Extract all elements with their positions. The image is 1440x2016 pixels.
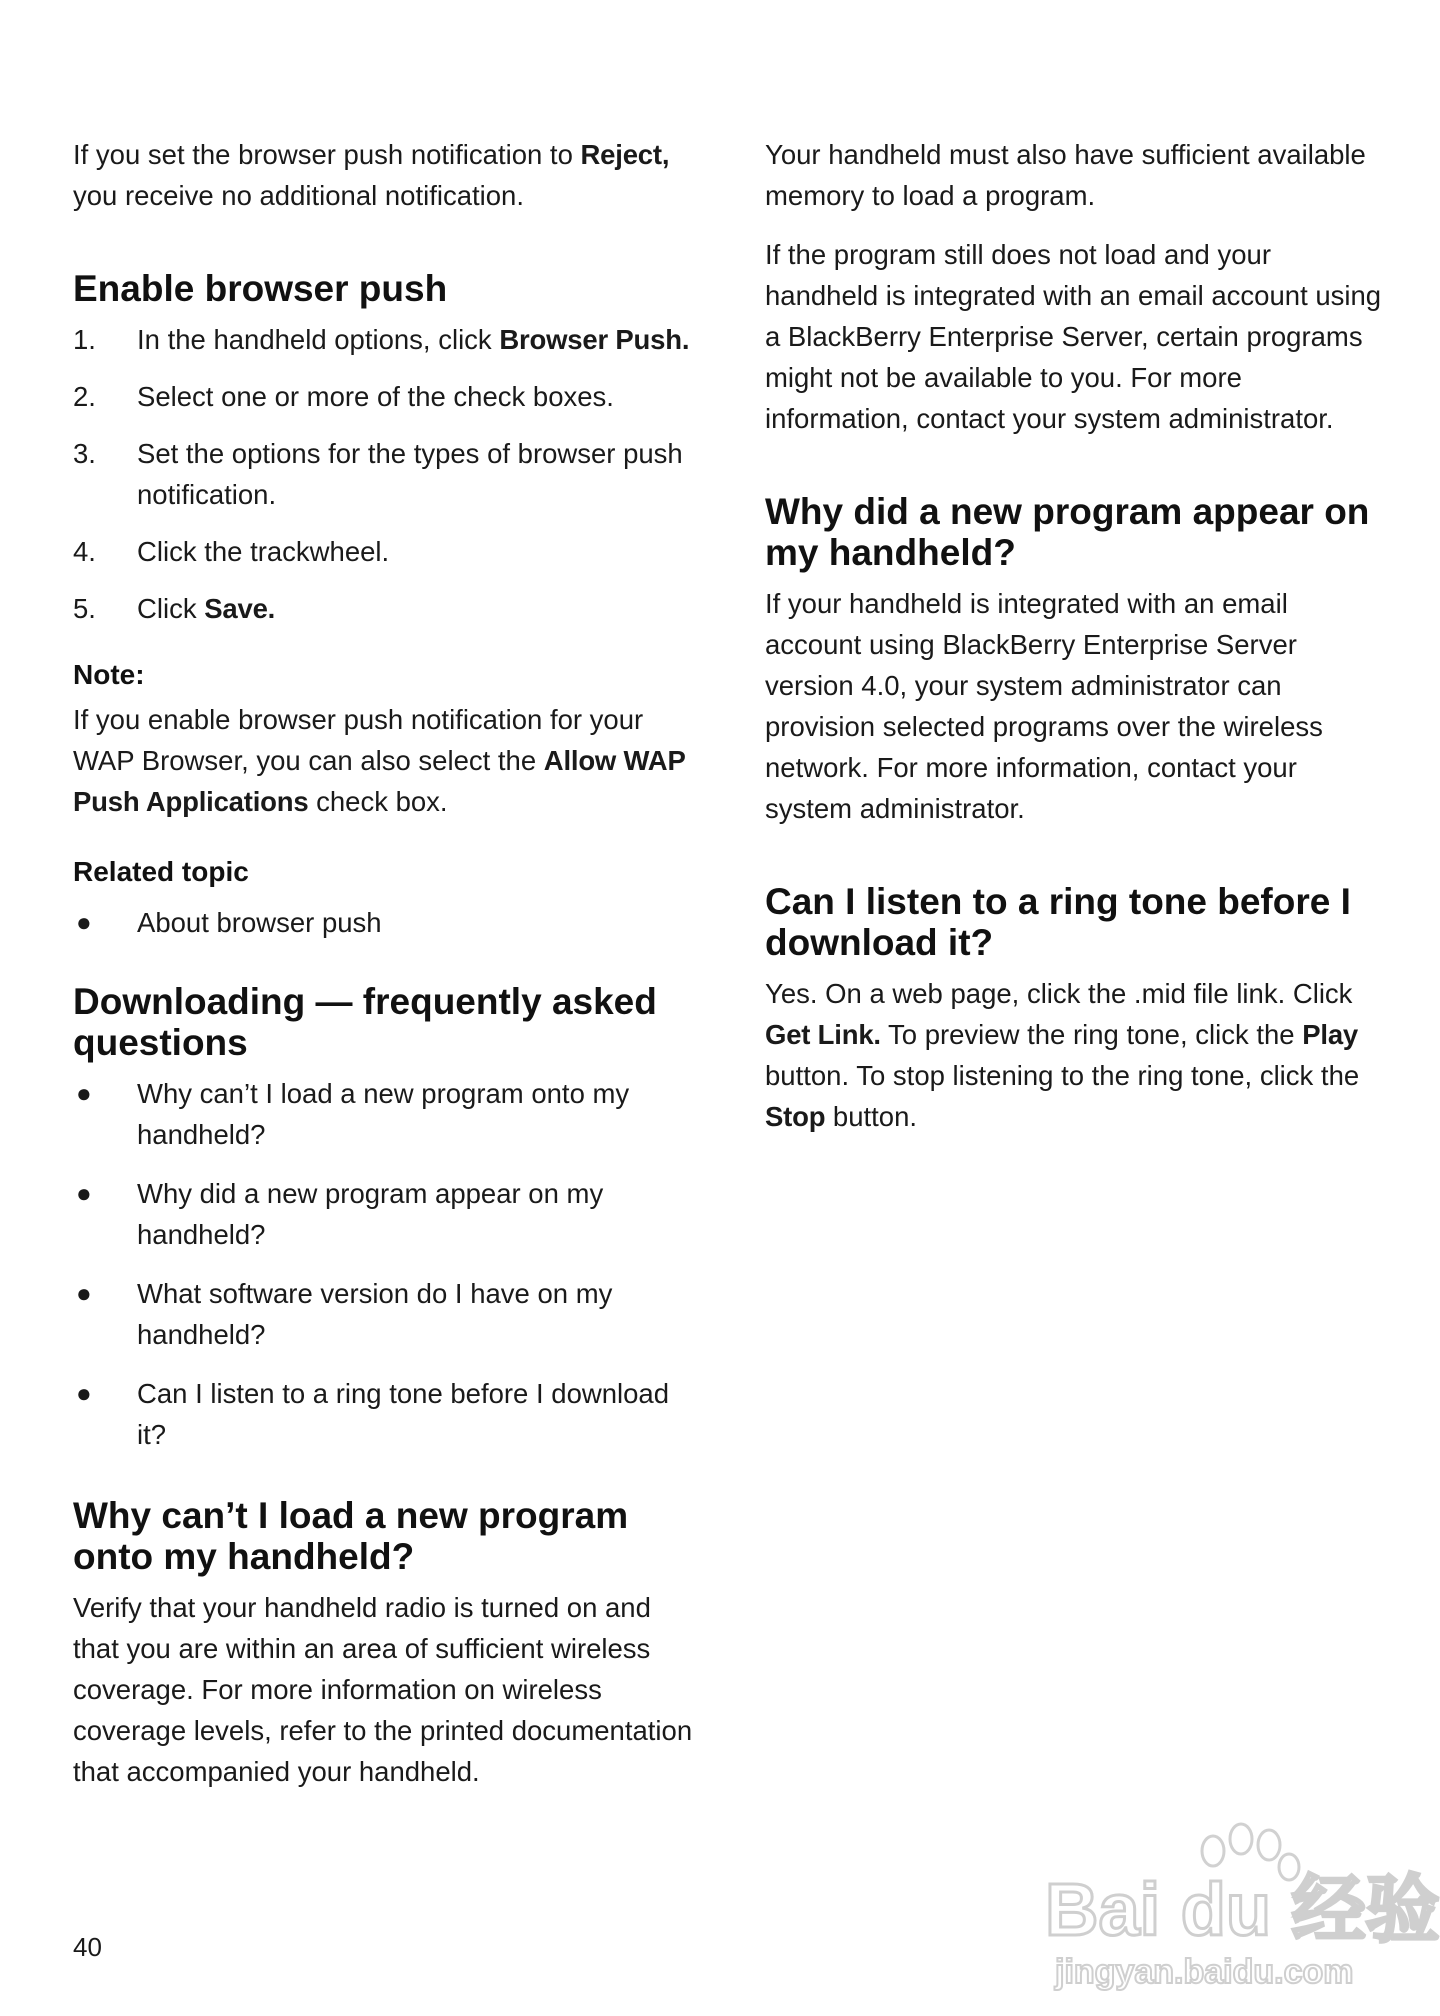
watermark-url: jingyan.baidu.com <box>1055 1953 1354 1991</box>
faq-link[interactable]: ● Can I listen to a ring tone before I download it? <box>73 1373 698 1455</box>
server-paragraph: If the program still does not load and your handheld is integrated with an email account using a BlackBerry Enterprise Server, certain programs might not be available to you. For more information, contact your system administrator. <box>765 239 1382 434</box>
related-topic-list <box>73 902 698 943</box>
watermark-brand: Bai du 经验 <box>1045 1868 1440 1951</box>
enable-browser-push-heading: Enable browser push <box>73 268 448 309</box>
note-paragraph: If you enable browser push notification for your WAP Browser, you can also select the Allow WAP Push Applications check box. <box>73 704 686 817</box>
memory-paragraph: Your handheld must also have sufficient available memory to load a program. <box>765 139 1366 211</box>
bullet-icon: ● <box>76 1278 92 1308</box>
note-label: Note: <box>73 659 145 690</box>
faq-link[interactable]: ● What software version do I have on my handheld? <box>73 1273 698 1355</box>
faq-link[interactable]: ● Why can’t I load a new program onto my handheld? <box>73 1073 698 1155</box>
step-item: 2. Select one or more of the check boxes. <box>73 381 614 412</box>
ring-tone-body: Yes. On a web page, click the .mid file link. Click Get Link. To preview the ring tone, click the Play button. To stop listening to the ring tone, click the Stop button. <box>765 978 1360 1132</box>
step-item: 1. In the handheld options, click Browser Push. <box>73 324 690 355</box>
bullet-icon: ● <box>76 1078 92 1108</box>
ring-tone-heading: Can I listen to a ring tone before I download it? <box>765 881 1351 963</box>
step-item: 4. Click the trackwheel. <box>73 536 390 567</box>
faq-heading: Downloading — frequently asked questions <box>73 981 657 1063</box>
intro-paragraph: If you set the browser push notification to Reject, you receive no additional notification. <box>73 139 670 211</box>
bullet-icon: ● <box>76 1378 92 1408</box>
step-item: 3. Set the options for the types of browser push notification. <box>73 438 683 510</box>
faq-link[interactable]: ● Why did a new program appear on my handheld? <box>73 1173 698 1255</box>
related-topic-link[interactable]: ● About browser push <box>73 902 698 943</box>
page-number: 40 <box>73 1932 102 1962</box>
related-topic-label: Related topic <box>73 856 249 887</box>
bullet-icon: ● <box>76 1178 92 1208</box>
faq-list <box>73 1073 698 1455</box>
step-item: 5. Click Save. <box>73 593 276 624</box>
new-program-heading: Why did a new program appear on my handheld? <box>765 491 1370 573</box>
bullet-icon: ● <box>76 907 92 937</box>
new-program-body: If your handheld is integrated with an email account using BlackBerry Enterprise Server version 4.0, your system administrator can provision selected programs over the wireless network. For more information, contact your system administrator. <box>765 588 1323 824</box>
right-column <box>765 134 1390 1137</box>
baidu-watermark-logo <box>1035 1815 1440 1991</box>
cant-load-heading: Why can’t I load a new program onto my handheld? <box>73 1495 629 1577</box>
cant-load-body: Verify that your handheld radio is turned on and that you are within an area of sufficient wireless coverage. For more information on wireless coverage levels, refer to the printed documentation that accompanied your handheld. <box>73 1592 693 1787</box>
enable-steps-list <box>73 319 698 629</box>
left-column <box>73 134 698 1792</box>
